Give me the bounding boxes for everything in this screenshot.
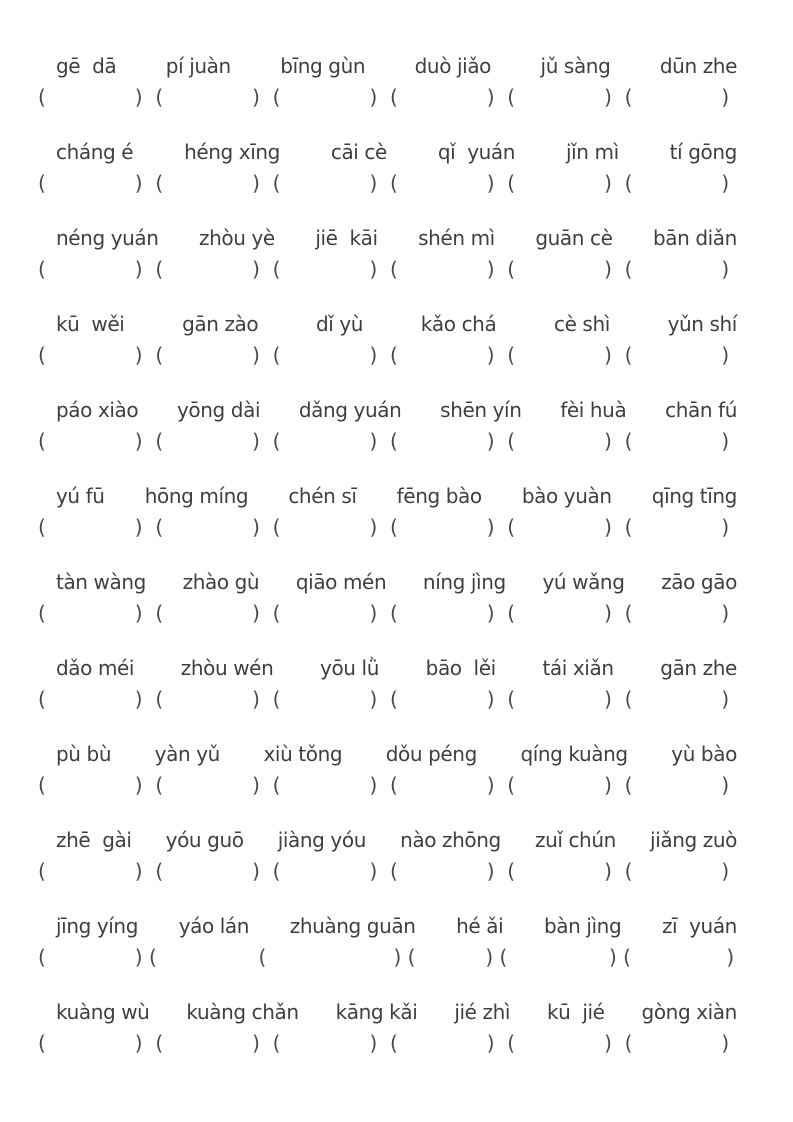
pinyin-line: [38, 992, 755, 1022]
pinyin-line: [38, 304, 755, 334]
pinyin-term: qǐ yuán: [437, 140, 516, 164]
pinyin-term: dūn zhe: [659, 54, 737, 78]
pinyin-row-6: [38, 464, 755, 550]
pinyin-term: zhē gài: [56, 828, 132, 852]
pinyin-term: bàn jìng: [543, 914, 622, 938]
pinyin-term: fēng bào: [396, 484, 482, 508]
pinyin-term: jiē kāi: [315, 226, 378, 250]
pinyin-term: xiù tǒng: [263, 742, 343, 766]
answer-blanks-line: ( ) ( ) ( ) ( ) ( ) ( ): [38, 429, 730, 453]
answer-blanks-line: ( ) ( ) ( ) ( ) ( ) ( ): [38, 1031, 730, 1055]
pinyin-term: tí gōng: [669, 140, 737, 164]
pinyin-term: yàn yǔ: [154, 742, 220, 766]
pinyin-term: cāi cè: [330, 140, 387, 164]
answer-blanks-line: ( ) ( ) ( ) ( ) ( ) ( ): [38, 171, 730, 195]
pinyin-row-4: [38, 292, 755, 378]
pinyin-row-5: [38, 378, 755, 464]
answer-blanks-line: ( ) ( ) ( ) ( ) ( ) ( ): [38, 85, 730, 109]
pinyin-term: gān zhe: [660, 656, 737, 680]
pinyin-term: fèi huà: [560, 398, 627, 422]
answer-blanks-line: ( ) ( ) ( ) ( ) ( ) ( ): [38, 773, 730, 797]
pinyin-term: yú fū: [56, 484, 105, 508]
pinyin-term: yǔn shí: [667, 312, 737, 336]
answer-blanks-line: ( ) ( ) ( ) ( ) ( ) ( ): [38, 601, 730, 625]
pinyin-term: dǐ yù: [315, 312, 364, 336]
pinyin-term: cè shì: [553, 312, 610, 336]
pinyin-term: tái xiǎn: [542, 656, 614, 680]
pinyin-term: chén sī: [288, 484, 357, 508]
pinyin-term: páo xiào: [56, 398, 139, 422]
pinyin-term: yóu guō: [165, 828, 244, 852]
pinyin-term: gē dā: [56, 54, 117, 78]
pinyin-term: jīng yíng: [56, 914, 139, 938]
pinyin-line: [38, 132, 755, 162]
pinyin-term: duò jiǎo: [414, 54, 492, 78]
pinyin-term: yù bào: [671, 742, 737, 766]
answer-blanks-line: ( ) ( ) ( ) ( ) ( ) ( ): [38, 257, 730, 281]
pinyin-row-11: [38, 894, 755, 980]
pinyin-term: zhuàng guān: [289, 914, 416, 938]
pinyin-row-8: [38, 636, 755, 722]
pinyin-term: pí juàn: [165, 54, 231, 78]
pinyin-term: yōu lǜ: [320, 656, 379, 680]
answer-blanks-line: ( ) ( ) ( ) ( ) ( ) ( ): [38, 859, 730, 883]
pinyin-term: jié zhì: [454, 1000, 511, 1024]
pinyin-line: [38, 46, 755, 76]
pinyin-term: nào zhōng: [400, 828, 501, 852]
pinyin-term: héng xīng: [184, 140, 280, 164]
pinyin-term: shēn yín: [440, 398, 522, 422]
pinyin-term: jiǎng zuò: [650, 828, 737, 852]
pinyin-row-7: [38, 550, 755, 636]
answer-blanks-line: ( ) ( ) ( ) ( ) ( ) ( ): [38, 687, 730, 711]
pinyin-term: gān zào: [182, 312, 259, 336]
pinyin-line: [38, 562, 755, 592]
pinyin-term: zhòu yè: [199, 226, 275, 250]
pinyin-term: kǎo chá: [420, 312, 497, 336]
pinyin-term: zhào gù: [182, 570, 260, 594]
answer-blanks-line: ( ) ( ) ( ) ( ) ( ) ( ): [38, 343, 730, 367]
pinyin-line: [38, 820, 755, 850]
pinyin-line: [38, 476, 755, 506]
pinyin-term: jiàng yóu: [277, 828, 366, 852]
pinyin-line: [38, 648, 755, 678]
pinyin-term: yáo lán: [178, 914, 250, 938]
pinyin-term: pù bù: [56, 742, 112, 766]
pinyin-term: qiāo mén: [295, 570, 387, 594]
pinyin-term: yú wǎng: [542, 570, 625, 594]
answer-blanks-line: ( ) ( ) ( ) ( ) ( ) ( ): [38, 515, 730, 539]
pinyin-term: dǒu péng: [385, 742, 477, 766]
pinyin-term: kū wěi: [56, 312, 125, 336]
pinyin-term: dǎo méi: [56, 656, 135, 680]
pinyin-term: tàn wàng: [56, 570, 146, 594]
pinyin-term: jǔ sàng: [540, 54, 611, 78]
pinyin-term: qíng kuàng: [520, 742, 628, 766]
pinyin-term: guān cè: [535, 226, 613, 250]
pinyin-row-2: [38, 120, 755, 206]
pinyin-term: kuàng chǎn: [186, 1000, 299, 1024]
pinyin-term: chān fú: [665, 398, 737, 422]
pinyin-term: zī yuán: [661, 914, 737, 938]
pinyin-term: yōng dài: [177, 398, 261, 422]
pinyin-line: [38, 218, 755, 248]
pinyin-term: zāo gāo: [661, 570, 737, 594]
pinyin-term: hōng míng: [144, 484, 249, 508]
pinyin-row-3: [38, 206, 755, 292]
pinyin-term: kāng kǎi: [335, 1000, 418, 1024]
pinyin-term: bāo lěi: [425, 656, 496, 680]
pinyin-term: dǎng yuán: [298, 398, 402, 422]
pinyin-term: kū jié: [547, 1000, 605, 1024]
pinyin-term: níng jìng: [422, 570, 506, 594]
pinyin-line: [38, 734, 755, 764]
pinyin-term: zuǐ chún: [534, 828, 616, 852]
pinyin-row-10: [38, 808, 755, 894]
pinyin-term: bào yuàn: [521, 484, 612, 508]
pinyin-term: gòng xiàn: [641, 1000, 737, 1024]
pinyin-term: cháng é: [56, 140, 134, 164]
pinyin-row-1: [38, 34, 755, 120]
answer-blanks-line: ( ) ( ( ) ( ) ( ) ( ): [38, 945, 735, 969]
pinyin-term: bān diǎn: [652, 226, 737, 250]
pinyin-row-9: [38, 722, 755, 808]
pinyin-line: [38, 390, 755, 420]
pinyin-term: hé ǎi: [456, 914, 504, 938]
pinyin-term: zhòu wén: [180, 656, 274, 680]
pinyin-row-12: [38, 980, 755, 1066]
pinyin-term: néng yuán: [56, 226, 159, 250]
pinyin-line: [38, 906, 755, 936]
pinyin-term: qīng tīng: [651, 484, 737, 508]
pinyin-term: bīng gùn: [280, 54, 366, 78]
pinyin-term: shén mì: [418, 226, 495, 250]
pinyin-term: kuàng wù: [56, 1000, 150, 1024]
pinyin-term: jǐn mì: [565, 140, 619, 164]
